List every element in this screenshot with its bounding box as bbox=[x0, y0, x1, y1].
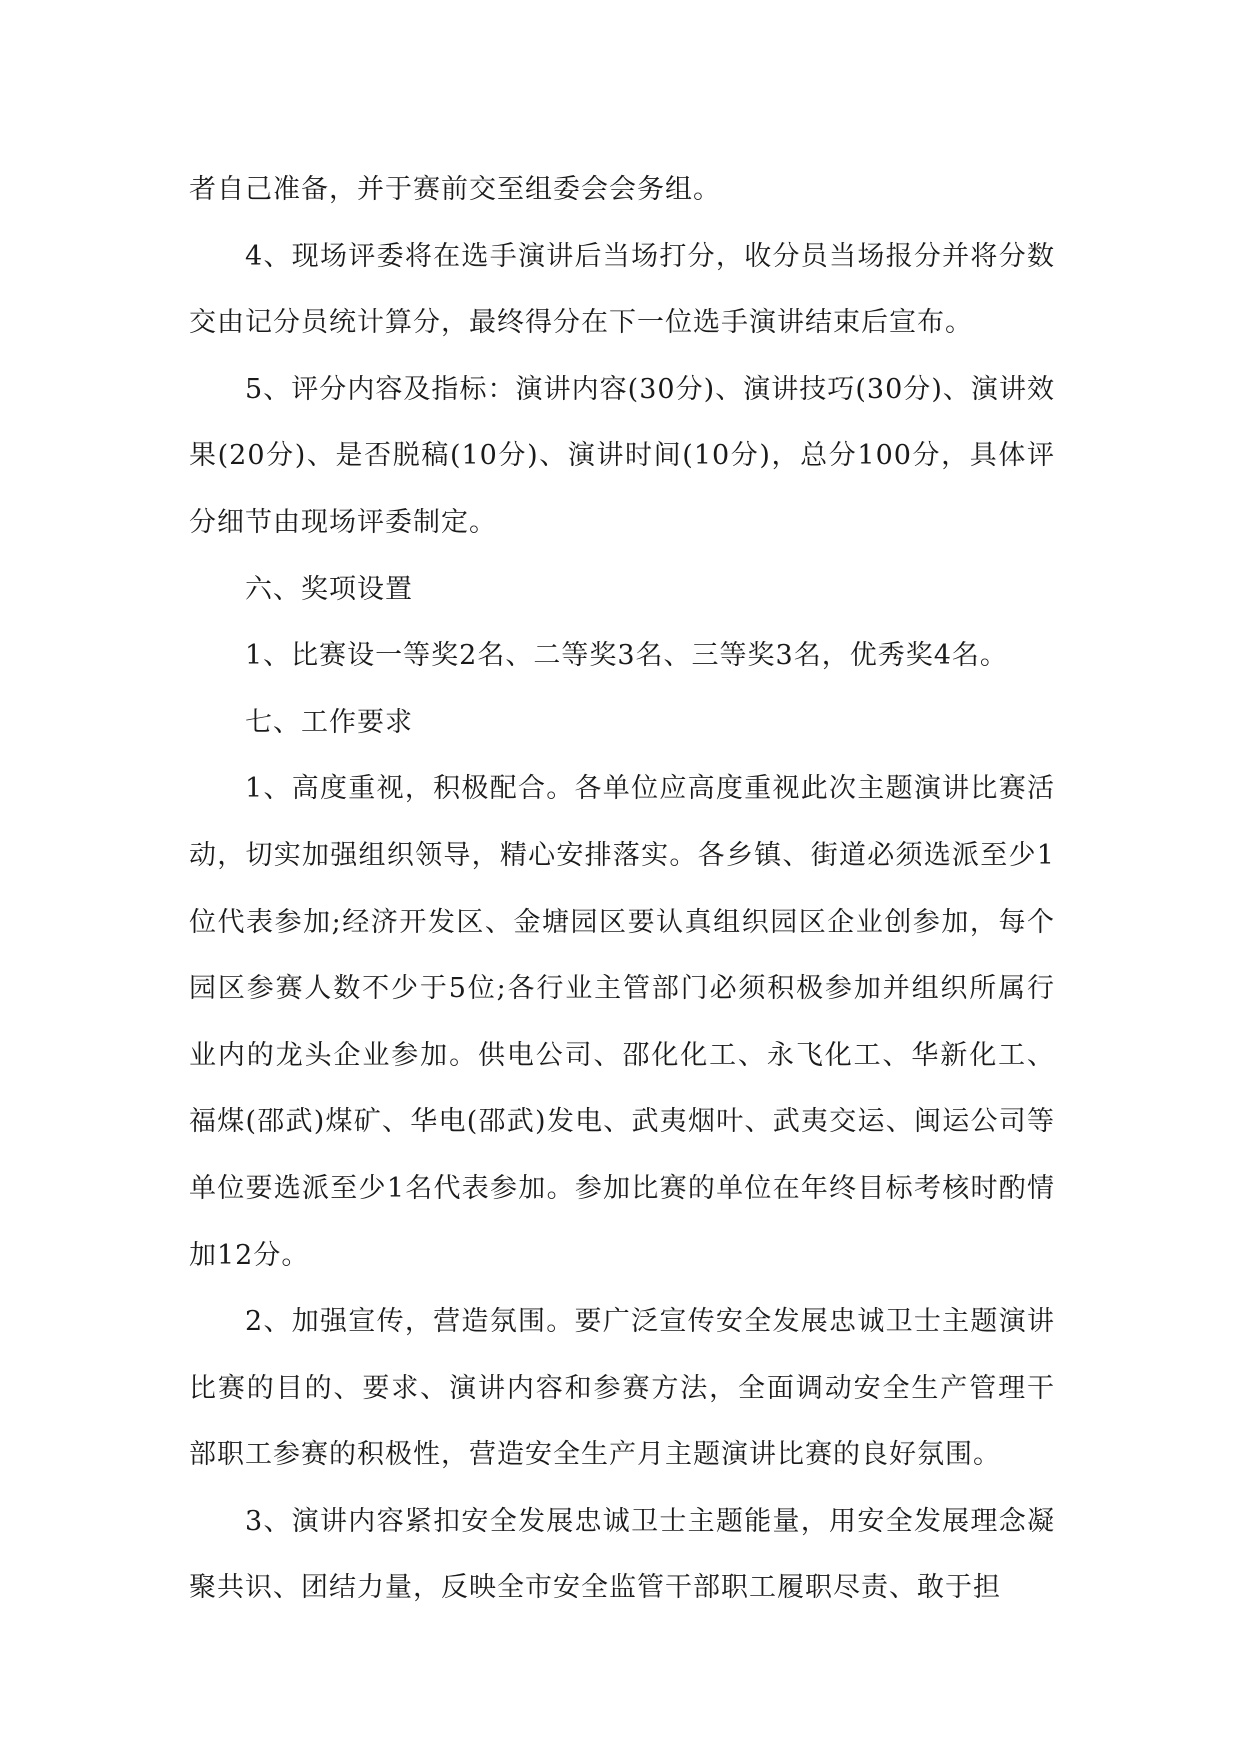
section-heading-awards: 六、奖项设置 bbox=[245, 573, 413, 605]
paragraph-requirements-item-2: 2、加强宣传，营造氛围。要广泛宣传安全发展忠诚卫士主题演讲比赛的目的、要求、演讲内容和参赛方法，全面调动安全生产管理干部职工参赛的积极性，营造安全生产月主题演讲比赛的良好氛围。 bbox=[189, 1306, 1055, 1471]
paragraph-item-4-scoring: 4、现场评委将在选手演讲后当场打分，收分员当场报分并将分数交由记分员统计算分，最终得分在下一位选手演讲结束后宣布。 bbox=[189, 240, 1055, 339]
paragraph-awards-item-1: 1、比赛设一等奖2名、二等奖3名、三等奖3名，优秀奖4名。 bbox=[245, 640, 1008, 672]
paragraph-item-5-criteria: 5、评分内容及指标：演讲内容(30分)、演讲技巧(30分)、演讲效果(20分)、是否脱稿(10分)、演讲时间(10分)，总分100分，具体评分细节由现场评委制定。 bbox=[189, 373, 1055, 538]
section-heading-requirements: 七、工作要求 bbox=[245, 706, 413, 738]
paragraph-continuation: 者自己准备，并于赛前交至组委会会务组。 bbox=[189, 174, 721, 205]
document-body bbox=[189, 157, 1055, 1622]
paragraph-requirements-item-3: 3、演讲内容紧扣安全发展忠诚卫士主题能量，用安全发展理念凝聚共识、团结力量，反映全市安全监管干部职工履职尽责、敢于担 bbox=[189, 1505, 1055, 1604]
paragraph-requirements-item-1: 1、高度重视，积极配合。各单位应高度重视此次主题演讲比赛活动，切实加强组织领导，精心安排落实。各乡镇、街道必须选派至少1位代表参加;经济开发区、金塘园区要认真组织园区企业创参加，每个园区参赛人数不少于5位;各行业主管部门必须积极参加并组织所属行业内的龙头企业参加。供电公司、邵化化工、永飞化工、华新化工、福煤(邵武)煤矿、华电(邵武)发电、武夷烟叶、武夷交运、闽运公司等单位要选派至少1名代表参加。参加比赛的单位在年终目标考核时酌情加12分。 bbox=[189, 773, 1055, 1271]
